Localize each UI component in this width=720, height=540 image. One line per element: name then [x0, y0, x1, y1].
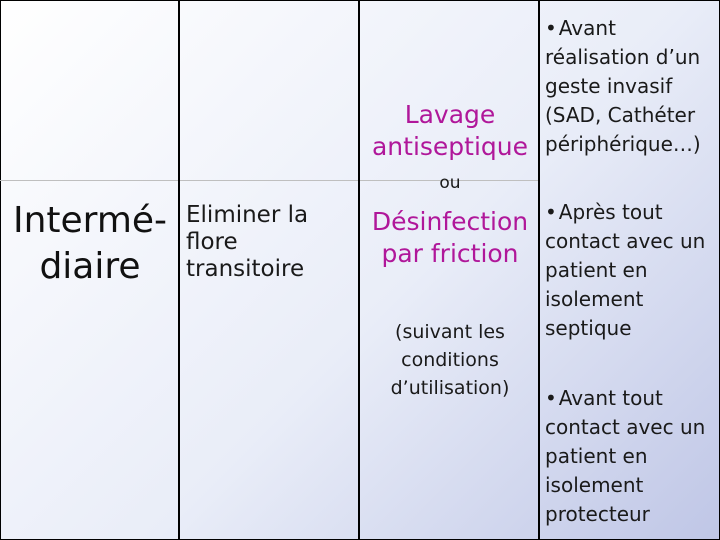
row-divider-objective — [180, 180, 358, 181]
level-title: Intermé- diaire — [12, 200, 168, 287]
column-divider-1 — [178, 0, 180, 540]
indication-item — [545, 384, 717, 529]
column-divider-2 — [358, 0, 360, 540]
bullet-icon: • — [545, 200, 557, 224]
method-antiseptic-wash: Lavage antiseptique — [371, 100, 529, 161]
indication-item — [545, 198, 717, 343]
conditions-note: (suivant les conditions d’utilisation) — [390, 321, 510, 399]
indication-text: Après tout contact avec un patient en isolement septique — [545, 200, 706, 340]
objective-text: Eliminer la flore transitoire — [186, 202, 309, 282]
separator-or: ou — [439, 173, 461, 193]
bullet-icon: • — [545, 386, 557, 410]
indication-item — [545, 14, 717, 159]
row-divider-left — [0, 180, 178, 181]
bullet-icon: • — [545, 16, 557, 40]
column-divider-3 — [538, 0, 540, 540]
indication-text: Avant réalisation d’un geste invasif (SAD, Cathéter périphérique…) — [545, 16, 701, 156]
indication-text: Avant tout contact avec un patient en isolement protecteur — [545, 386, 706, 526]
method-friction-disinfection: Désinfection par friction — [371, 207, 529, 268]
